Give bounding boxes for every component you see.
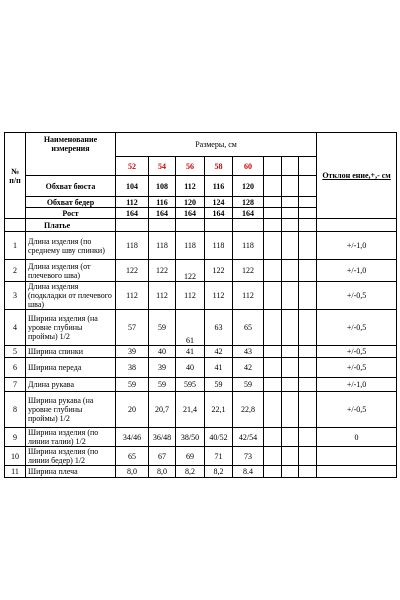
measurement-value: 22,8: [233, 392, 264, 428]
empty-cell: [264, 346, 282, 358]
bust-value: 112: [176, 176, 205, 197]
empty-cell: [299, 447, 317, 466]
measurement-value: 118: [116, 232, 149, 260]
empty-cell: [282, 157, 299, 176]
empty-cell: [116, 219, 149, 232]
table-row: [5, 282, 397, 310]
table-row: [5, 466, 397, 478]
empty-cell: [282, 208, 299, 219]
empty-cell: [317, 219, 397, 232]
empty-cell: [264, 282, 282, 310]
empty-cell: [299, 392, 317, 428]
measurement-value: 67: [149, 447, 176, 466]
measurement-value: 8,0: [149, 466, 176, 478]
table-row: [5, 346, 397, 358]
measurement-value: 8,0: [116, 466, 149, 478]
tolerance-value: +/-0,5: [317, 346, 397, 358]
tolerance-value: +/-0,5: [317, 310, 397, 346]
empty-cell: [299, 176, 317, 197]
empty-cell: [282, 346, 299, 358]
measurement-value: 42: [233, 358, 264, 378]
size-56: 56: [176, 157, 205, 176]
measurement-value: 20,7: [149, 392, 176, 428]
tolerance-value: [317, 466, 397, 478]
sizes-header: Размеры, см: [116, 133, 317, 157]
measurement-name: Ширина рукава (на уровне глубины проймы) 1/2: [26, 392, 116, 428]
measurement-value: 112: [176, 282, 205, 310]
measurement-name: Длина рукава: [26, 378, 116, 392]
row-number: 8: [5, 392, 26, 428]
measurement-name: Длина изделия (подкладки от плечевого шва): [26, 282, 116, 310]
measurement-value: 41: [176, 346, 205, 358]
height-value: 164: [116, 208, 149, 219]
empty-cell: [299, 428, 317, 447]
empty-cell: [282, 428, 299, 447]
measurement-value: 61: [176, 310, 205, 346]
table-row: [5, 358, 397, 378]
empty-cell: [299, 346, 317, 358]
empty-cell: [282, 378, 299, 392]
tolerance-header: Отклон ение,+,- см: [317, 133, 397, 219]
row-number: 10: [5, 447, 26, 466]
measurement-value: 595: [176, 378, 205, 392]
empty-cell: [264, 310, 282, 346]
measurement-value: 112: [116, 282, 149, 310]
empty-cell: [282, 447, 299, 466]
measurement-value: 112: [205, 282, 233, 310]
measurement-value: 59: [205, 378, 233, 392]
name-header: Наименование измерения: [26, 133, 116, 176]
section-title: Платье: [26, 219, 116, 232]
measurement-value: 122: [233, 260, 264, 282]
row-number: 9: [5, 428, 26, 447]
empty-cell: [299, 466, 317, 478]
table-row: [5, 447, 397, 466]
measurement-value: 59: [233, 378, 264, 392]
empty-cell: [299, 260, 317, 282]
empty-cell: [264, 260, 282, 282]
table-row: [5, 310, 397, 346]
measurement-value: 40/52: [205, 428, 233, 447]
tolerance-value: +/-0,5: [317, 282, 397, 310]
measurement-value: 8,2: [205, 466, 233, 478]
measurement-value: 41: [205, 358, 233, 378]
measurement-name: Длина изделия (от плечевого шва): [26, 260, 116, 282]
hips-value: 128: [233, 197, 264, 208]
empty-cell: [264, 392, 282, 428]
empty-cell: [299, 219, 317, 232]
height-label: Рост: [26, 208, 116, 219]
height-value: 164: [176, 208, 205, 219]
measurement-value: 42/54: [233, 428, 264, 447]
table-row: [5, 392, 397, 428]
table-row: [5, 428, 397, 447]
empty-cell: [5, 219, 26, 232]
measurement-table: [4, 132, 397, 478]
measurement-value: 57: [116, 310, 149, 346]
empty-cell: [176, 219, 205, 232]
row-number: 6: [5, 358, 26, 378]
measurement-value: 118: [176, 232, 205, 260]
measurement-value: 122: [149, 260, 176, 282]
height-value: 164: [205, 208, 233, 219]
measurement-value: 36/48: [149, 428, 176, 447]
measurement-name: Ширина изделия (по линии бедер) 1/2: [26, 447, 116, 466]
row-number: 11: [5, 466, 26, 478]
tolerance-value: +/-1,0: [317, 232, 397, 260]
measurement-value: 39: [149, 358, 176, 378]
size-52: 52: [116, 157, 149, 176]
measurement-value: 59: [149, 378, 176, 392]
measurement-value: 63: [205, 310, 233, 346]
hips-value: 116: [149, 197, 176, 208]
hips-value: 120: [176, 197, 205, 208]
tolerance-value: +/-1,0: [317, 260, 397, 282]
measurement-name: Ширина изделия (по линии талии) 1/2: [26, 428, 116, 447]
measurement-value: 38: [116, 358, 149, 378]
size-60: 60: [233, 157, 264, 176]
measurement-value: 22,1: [205, 392, 233, 428]
bust-value: 120: [233, 176, 264, 197]
measurement-name: Ширина плеча: [26, 466, 116, 478]
measurement-value: 69: [176, 447, 205, 466]
empty-cell: [282, 219, 299, 232]
measurement-value: 34/46: [116, 428, 149, 447]
measurement-name: Ширина изделия (на уровне глубины проймы) 1/2: [26, 310, 116, 346]
measurement-value: 21,4: [176, 392, 205, 428]
empty-cell: [299, 232, 317, 260]
empty-cell: [299, 378, 317, 392]
measurement-name: Ширина переда: [26, 358, 116, 378]
measurement-value: 42: [205, 346, 233, 358]
hips-label: Обхват бедер: [26, 197, 116, 208]
bust-value: 108: [149, 176, 176, 197]
measurement-value: 122: [116, 260, 149, 282]
measurement-value: 38/50: [176, 428, 205, 447]
row-number: 1: [5, 232, 26, 260]
row-number: 3: [5, 282, 26, 310]
empty-cell: [264, 219, 282, 232]
bust-value: 104: [116, 176, 149, 197]
measurement-value: 118: [149, 232, 176, 260]
measurement-value: 8,2: [176, 466, 205, 478]
row-number: 4: [5, 310, 26, 346]
empty-cell: [264, 428, 282, 447]
empty-cell: [264, 358, 282, 378]
empty-cell: [282, 392, 299, 428]
tolerance-value: +/-0,5: [317, 392, 397, 428]
tolerance-value: +/-1,0: [317, 378, 397, 392]
empty-cell: [282, 197, 299, 208]
empty-cell: [299, 282, 317, 310]
measurement-value: 59: [149, 310, 176, 346]
size-58: 58: [205, 157, 233, 176]
measurement-value: 122: [176, 260, 205, 282]
bust-value: 116: [205, 176, 233, 197]
empty-cell: [264, 232, 282, 260]
measurement-value: 39: [116, 346, 149, 358]
empty-cell: [282, 176, 299, 197]
empty-cell: [264, 176, 282, 197]
measurement-value: 43: [233, 346, 264, 358]
measurement-name: Длина изделия (по среднему шву спинки): [26, 232, 116, 260]
measurement-value: 71: [205, 447, 233, 466]
tolerance-value: 0: [317, 428, 397, 447]
empty-cell: [299, 310, 317, 346]
measurement-name: Ширина спинки: [26, 346, 116, 358]
tolerance-value: +/-0,5: [317, 358, 397, 378]
height-value: 164: [149, 208, 176, 219]
measurement-value: 118: [233, 232, 264, 260]
empty-cell: [299, 208, 317, 219]
size-54: 54: [149, 157, 176, 176]
empty-cell: [282, 310, 299, 346]
measurement-value: 118: [205, 232, 233, 260]
empty-cell: [233, 219, 264, 232]
row-number: 7: [5, 378, 26, 392]
measurement-value: 59: [116, 378, 149, 392]
row-number: 2: [5, 260, 26, 282]
measurement-value: 112: [233, 282, 264, 310]
empty-cell: [282, 260, 299, 282]
empty-cell: [264, 378, 282, 392]
empty-cell: [299, 157, 317, 176]
measurement-value: 20: [116, 392, 149, 428]
measurement-value: 112: [149, 282, 176, 310]
measurement-value: 122: [205, 260, 233, 282]
hips-value: 124: [205, 197, 233, 208]
table-row: [5, 378, 397, 392]
empty-cell: [264, 208, 282, 219]
empty-cell: [282, 466, 299, 478]
measurement-value: 65: [116, 447, 149, 466]
empty-cell: [282, 232, 299, 260]
tolerance-value: [317, 447, 397, 466]
empty-cell: [264, 197, 282, 208]
empty-cell: [205, 219, 233, 232]
height-value: 164: [233, 208, 264, 219]
measurement-value: 40: [176, 358, 205, 378]
measurement-value: 40: [149, 346, 176, 358]
measurement-value: 65: [233, 310, 264, 346]
measurement-value: 8.4: [233, 466, 264, 478]
hips-value: 112: [116, 197, 149, 208]
table-row: [5, 232, 397, 260]
empty-cell: [282, 282, 299, 310]
table-row: [5, 260, 397, 282]
empty-cell: [299, 358, 317, 378]
row-number: 5: [5, 346, 26, 358]
empty-cell: [264, 157, 282, 176]
empty-cell: [149, 219, 176, 232]
bust-label: Обхват бюста: [26, 176, 116, 197]
empty-cell: [282, 358, 299, 378]
empty-cell: [264, 447, 282, 466]
empty-cell: [264, 466, 282, 478]
empty-cell: [299, 197, 317, 208]
measurement-value: 73: [233, 447, 264, 466]
num-header: № п/п: [5, 133, 26, 219]
